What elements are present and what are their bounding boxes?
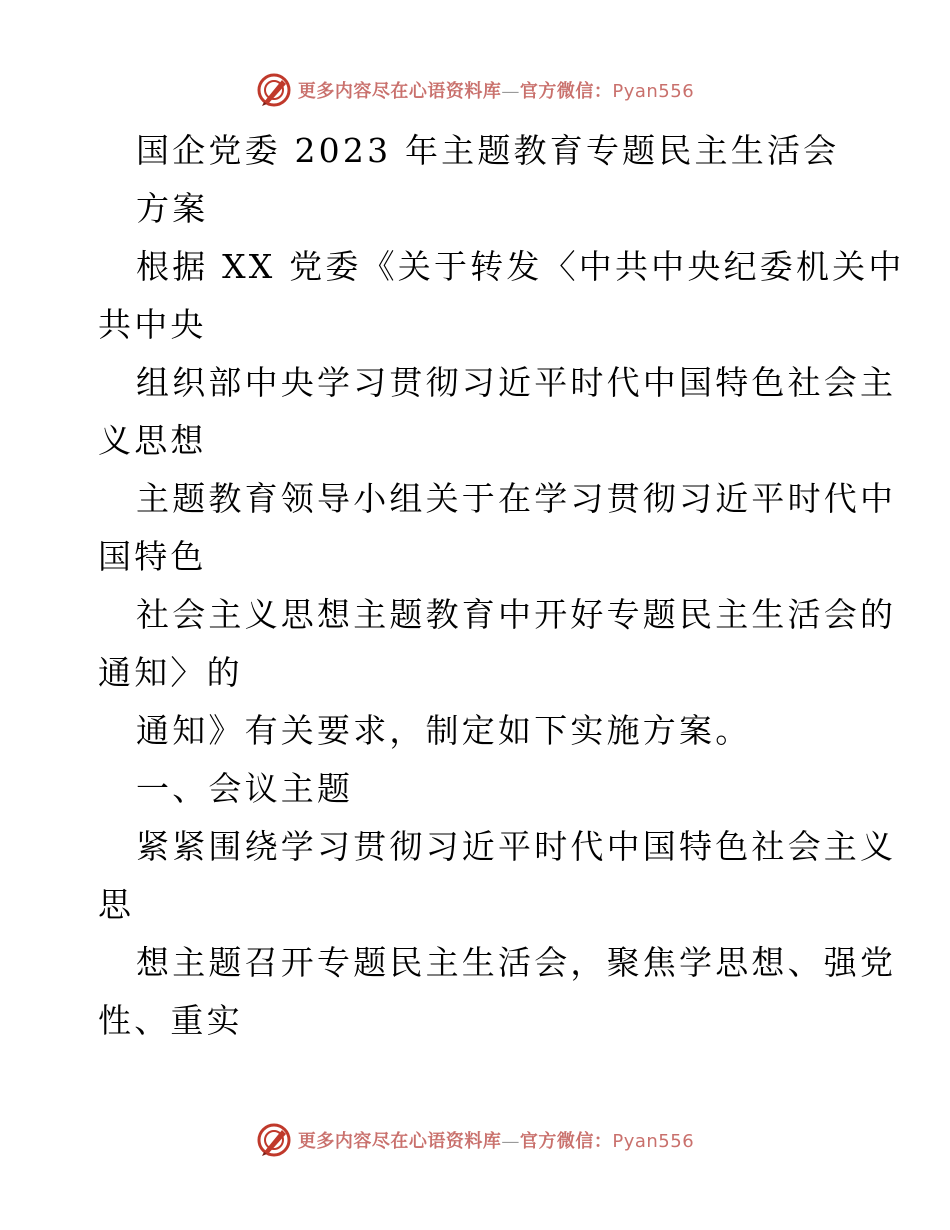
doc-paragraph-line: 通知》有关要求，制定如下实施方案。: [136, 711, 752, 750]
doc-paragraph-line: 性、重实: [98, 1001, 243, 1040]
doc-paragraph-line: 组织部中央学习贯彻习近平时代中国特色社会主: [136, 363, 897, 402]
doc-paragraph-line: 紧紧围绕学习贯彻习近平时代中国特色社会主义: [136, 827, 897, 866]
doc-paragraph-line: 共中央: [98, 305, 207, 344]
doc-paragraph-line: 根据 XX 党委《关于转发〈中共中央纪委机关中: [136, 247, 905, 286]
watermark-id: Pyan556: [612, 81, 695, 102]
pen-logo-icon: [256, 1122, 292, 1158]
watermark-label: 官方微信：: [519, 81, 613, 102]
doc-paragraph-line: 通知〉的: [98, 653, 243, 692]
doc-paragraph-line: 思: [98, 885, 135, 924]
header-watermark: [0, 70, 950, 110]
footer-watermark-text: [298, 1127, 694, 1153]
watermark-id: Pyan556: [612, 1131, 695, 1152]
watermark-sep: —: [501, 81, 520, 102]
footer-watermark: [0, 1120, 950, 1160]
watermark-main: 更多内容尽在心语资料库: [297, 1131, 502, 1152]
watermark-main: 更多内容尽在心语资料库: [297, 81, 502, 102]
document-body: [98, 122, 905, 1050]
section-heading: 一、会议主题: [136, 769, 354, 808]
doc-paragraph-line: 义思想: [98, 421, 207, 460]
header-watermark-text: [298, 77, 694, 103]
doc-paragraph-line: 主题教育领导小组关于在学习贯彻习近平时代中: [136, 479, 897, 518]
pen-logo-icon: [256, 72, 292, 108]
doc-paragraph-line: 国特色: [98, 537, 207, 576]
watermark-sep: —: [501, 1131, 520, 1152]
doc-paragraph-line: 想主题召开专题民主生活会，聚焦学思想、强党: [136, 943, 897, 982]
doc-paragraph-line: 社会主义思想主题教育中开好专题民主生活会的: [136, 595, 897, 634]
doc-title-line-1: 国企党委 2023 年主题教育专题民主生活会: [136, 131, 840, 170]
doc-title-line-2: 方案: [136, 189, 209, 228]
watermark-label: 官方微信：: [519, 1131, 613, 1152]
